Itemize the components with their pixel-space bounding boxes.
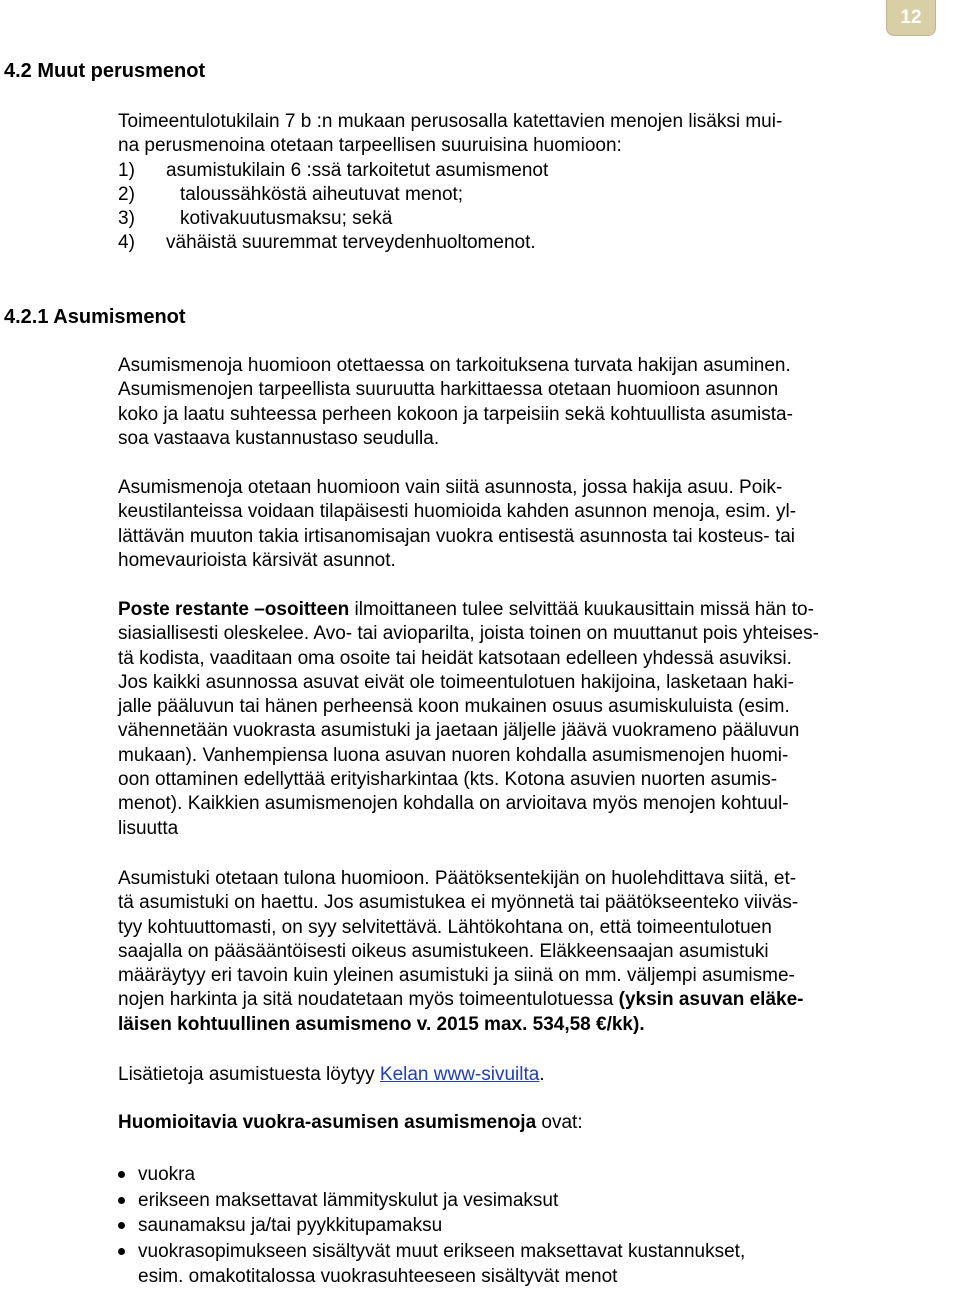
- text-line: saajalla on pääsääntöisesti oikeus asumistukeen. Eläkkeensaajan asumistuki: [118, 940, 769, 962]
- numbered-item: [118, 159, 898, 183]
- text-line: oon ottaminen edellyttää erityisharkintaa (kts. Kotona asuvien nuorten asumis-: [118, 769, 778, 791]
- text-line: soa vastaava kustannustaso seudulla.: [118, 427, 440, 449]
- text-fragment: .: [539, 1064, 545, 1085]
- subsection-heading: 4.2.1 Asumismenot: [4, 306, 186, 328]
- text-line: lättävän muuton takia irtisanomisajan vuokra entisestä asunnosta tai kosteus- tai: [118, 525, 795, 547]
- bullet-icon: [118, 1197, 125, 1204]
- page-number-badge: 12: [886, 0, 936, 36]
- text-line: lisuutta: [118, 817, 179, 839]
- text-line: [118, 1063, 898, 1087]
- text-fragment: Lisätietoja asumistuesta löytyy: [118, 1064, 380, 1085]
- item-text: asumistukilain 6 :ssä tarkoitetut asumismenot: [166, 159, 549, 181]
- list-item-text: vuokra: [138, 1164, 196, 1185]
- text-line: tä asumistuki on haettu. Jos asumistukea ei myönnetä tai päätökseenteko viiväs-: [118, 892, 799, 914]
- text-fragment: ovat:: [536, 1112, 583, 1133]
- list-heading: [118, 1111, 898, 1135]
- text-line: tyy kohtuuttomasti, on syy selvitettävä. Lähtökohtana on, että toimeentulotuen: [118, 916, 772, 938]
- item-number: 4): [118, 232, 135, 254]
- item-text: taloussähköstä aiheutuvat menot;: [180, 183, 464, 205]
- list-item-continuation: [118, 1264, 918, 1290]
- kela-link[interactable]: Kelan www-sivuilta: [379, 1064, 540, 1085]
- bullet-icon: [118, 1171, 125, 1178]
- intro-paragraph: [118, 110, 898, 256]
- numbered-item: [118, 231, 898, 255]
- paragraph-3: [118, 598, 898, 841]
- list-item-text: saunamaksu ja/tai pyykkitupamaksu: [138, 1215, 443, 1237]
- intro-line: na perusmenoina otetaan tarpeellisen suuruisina huomioon:: [118, 135, 622, 157]
- paragraph-4: [118, 867, 898, 1037]
- list-item-text: erikseen maksettavat lämmityskulut ja vesimaksut: [138, 1189, 559, 1211]
- item-text: vähäistä suuremmat terveydenhuoltomenot.: [166, 232, 536, 254]
- text-line: mukaan). Vanhempiensa luona asuvan nuoren kohdalla asumismenojen huomi-: [118, 744, 789, 766]
- intro-line: Toimeentulotukilain 7 b :n mukaan perusosalla katettavien menojen lisäksi mui-: [118, 111, 783, 132]
- text-line: Asumistuki otetaan tulona huomioon. Päätöksentekijän on huolehdittava siitä, et-: [118, 868, 797, 889]
- list-item: [118, 1213, 918, 1239]
- bullet-icon: [118, 1248, 125, 1255]
- section-heading: 4.2 Muut perusmenot: [4, 60, 206, 82]
- info-paragraph: [118, 1063, 898, 1087]
- list-item: [118, 1162, 918, 1188]
- list-item: [118, 1239, 918, 1265]
- list-item-text: vuokrasopimukseen sisältyvät muut erikseen maksettavat kustannukset,: [138, 1240, 746, 1262]
- list-item: [118, 1188, 918, 1214]
- bold-text-line: läisen kohtuullinen asumismeno v. 2015 max. 534,58 €/kk).: [118, 1013, 645, 1035]
- text-fragment: nojen harkinta ja sitä noudatetaan myös toimeentulotuessa: [118, 989, 619, 1011]
- text-line: vähennetään vuokrasta asumistuki ja jaetaan jäljelle jäävä vuokrameno pääluvun: [118, 720, 800, 742]
- text-line: menot). Kaikkien asumismenojen kohdalla on arvioitava myös menojen kohtuul-: [118, 793, 789, 815]
- bullet-list: [118, 1162, 918, 1290]
- text-line: [118, 988, 898, 1012]
- text-line: [118, 1111, 898, 1135]
- paragraph-2: [118, 476, 898, 573]
- item-number: 2): [118, 183, 135, 205]
- text-fragment: ilmoittaneen tulee selvittää kuukausittain missä hän to-: [349, 599, 814, 620]
- item-text: kotivakuutusmaksu; sekä: [180, 208, 393, 230]
- numbered-item: [118, 183, 898, 207]
- text-line: Jos kaikki asunnossa asuvat eivät ole toimeentulotuen hakijoina, lasketaan haki-: [118, 671, 794, 693]
- text-line: siasiallisesti oleskelee. Avo- tai avioparilta, joista toinen on muuttanut pois yhteises-: [118, 623, 819, 645]
- bullet-icon: [118, 1222, 125, 1229]
- text-line: jalle pääluvun tai hänen perheensä koon mukainen osuus asumiskuluista (esim.: [118, 696, 790, 718]
- list-item-text: esim. omakotitalossa vuokrasuhteeseen sisältyvät menot: [138, 1266, 618, 1288]
- poste-restante-bold: Poste restante –osoitteen: [118, 599, 350, 620]
- bold-fragment: Huomioitavia vuokra-asumisen asumismenoja: [118, 1112, 537, 1133]
- text-line: Asumismenoja huomioon otettaessa on tarkoituksena turvata hakijan asuminen.: [118, 355, 791, 376]
- item-number: 1): [118, 159, 135, 181]
- item-number: 3): [118, 208, 135, 230]
- text-line: Asumismenojen tarpeellista suuruutta harkittaessa otetaan huomioon asunnon: [118, 379, 779, 401]
- text-line: tä kodista, vaaditaan oma osoite tai heidät katsotaan edelleen yhdessä asuviksi.: [118, 647, 792, 669]
- numbered-item: [118, 207, 898, 231]
- bold-fragment: (yksin asuvan eläke-: [618, 989, 804, 1011]
- text-line: keustilanteissa voidaan tilapäisesti huomioida kahden asunnon menoja, esim. yl-: [118, 501, 797, 523]
- text-line: koko ja laatu suhteessa perheen kokoon ja tarpeisiin sekä kohtuullista asumista-: [118, 403, 793, 425]
- text-line: [118, 598, 898, 622]
- paragraph-1: [118, 354, 898, 451]
- text-line: homevaurioista kärsivät asunnot.: [118, 549, 396, 571]
- text-line: määräytyy eri tavoin kuin yleinen asumistuki ja siinä on mm. väljempi asumisme-: [118, 965, 795, 987]
- text-line: Asumismenoja otetaan huomioon vain siitä asunnosta, jossa hakija asuu. Poik-: [118, 477, 783, 498]
